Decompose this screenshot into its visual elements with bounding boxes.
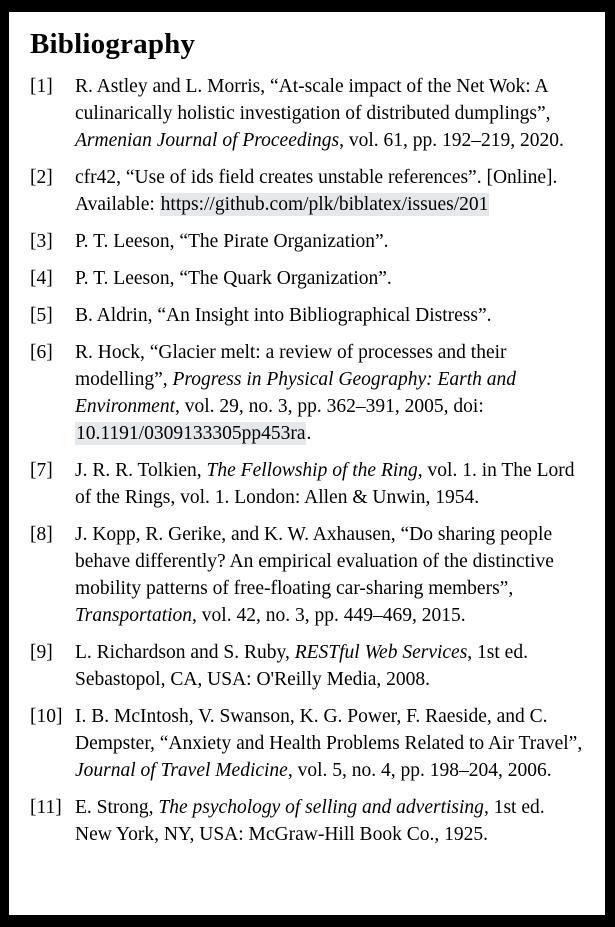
- reference-text-segment: , vol. 42, no. 3, pp. 449–469, 2015.: [192, 605, 466, 627]
- reference-item: [30, 457, 585, 511]
- reference-text-segment: , vol. 5, no. 4, pp. 198–204, 2006.: [287, 760, 552, 782]
- reference-item: [30, 639, 585, 693]
- reference-number: [7]: [30, 460, 53, 482]
- reference-text: [75, 302, 585, 329]
- reference-text: [75, 265, 585, 292]
- reference-number: [8]: [30, 524, 53, 546]
- reference-number: [4]: [30, 268, 53, 290]
- reference-link[interactable]: https://github.com/plk/biblatex/issues/201: [160, 194, 489, 216]
- reference-text: [75, 703, 585, 784]
- reference-text-segment: P. T. Leeson, “The Pirate Organization”.: [75, 231, 389, 253]
- reference-text-segment: , vol. 1. in The Lord of the Rings, vol. 1. London: Allen & Unwin, 1954.: [75, 460, 575, 509]
- reference-text-segment: R. Astley and L. Morris, “At-scale impact of the Net Wok: A culinarically holistic investigation of distributed dumplings”,: [75, 76, 551, 125]
- reference-item: [30, 794, 585, 848]
- reference-text-segment: The psychology of selling and advertising: [158, 797, 484, 819]
- reference-text-segment: RESTful Web Services: [294, 642, 468, 664]
- document-page: [9, 12, 605, 915]
- reference-text-segment: Transportation: [75, 605, 193, 627]
- reference-list: [30, 73, 585, 848]
- reference-item: [30, 703, 585, 784]
- reference-number: [11]: [30, 797, 62, 819]
- reference-text: [75, 339, 585, 447]
- reference-number: [3]: [30, 231, 53, 253]
- reference-text: [75, 228, 585, 255]
- reference-text-segment: J. R. R. Tolkien,: [75, 460, 207, 482]
- reference-number: [9]: [30, 642, 53, 664]
- reference-number: [2]: [30, 167, 53, 189]
- reference-text-segment: Armenian Journal of Proceedings: [75, 130, 340, 152]
- reference-item: [30, 339, 585, 447]
- reference-text-segment: P. T. Leeson, “The Quark Organization”.: [75, 268, 392, 290]
- reference-text-segment: , 1st ed. Sebastopol, CA, USA: O'Reilly Media, 2008.: [75, 642, 528, 691]
- reference-item: [30, 73, 585, 154]
- reference-text-segment: Progress in Physical Geography: Earth and Environment: [75, 369, 517, 418]
- reference-item: [30, 265, 585, 292]
- reference-item: [30, 302, 585, 329]
- reference-number: [6]: [30, 342, 53, 364]
- reference-item: [30, 164, 585, 218]
- reference-text: [75, 521, 585, 629]
- reference-text: [75, 73, 585, 154]
- reference-text-segment: .: [306, 423, 312, 445]
- reference-text-segment: B. Aldrin, “An Insight into Bibliographical Distress”.: [75, 305, 492, 327]
- reference-text-segment: cfr42, “Use of ids field creates unstable references”. [Online]. Available:: [75, 167, 558, 216]
- reference-text-segment: The Fellowship of the Ring: [206, 460, 418, 482]
- reference-link[interactable]: 10.1191/0309133305pp453ra: [76, 423, 306, 445]
- reference-text: [75, 794, 585, 848]
- reference-text-segment: I. B. McIntosh, V. Swanson, K. G. Power, F. Raeside, and C. Dempster, “Anxiety and Health Problems Related to Air Travel”,: [75, 706, 583, 755]
- reference-text: [75, 457, 585, 511]
- reference-text-segment: , vol. 61, pp. 192–219, 2020.: [339, 130, 564, 152]
- reference-text-segment: J. Kopp, R. Gerike, and K. W. Axhausen, “Do sharing people behave differently? An empirical evaluation of the distinctive mobility patterns of free-floating car-sharing members”,: [75, 524, 554, 600]
- reference-text: [75, 164, 585, 218]
- reference-text-segment: , 1st ed. New York, NY, USA: McGraw-Hill Book Co., 1925.: [75, 797, 545, 846]
- reference-text-segment: , vol. 29, no. 3, pp. 362–391, 2005, doi:: [175, 396, 484, 418]
- reference-text: [75, 639, 585, 693]
- reference-number: [1]: [30, 76, 53, 98]
- reference-number: [5]: [30, 305, 53, 327]
- reference-text-segment: R. Hock, “Glacier melt: a review of processes and their modelling”,: [75, 342, 507, 391]
- reference-text-segment: Journal of Travel Medicine: [75, 760, 288, 782]
- bibliography-heading: Bibliography: [30, 28, 196, 60]
- reference-item: [30, 228, 585, 255]
- reference-item: [30, 521, 585, 629]
- reference-text-segment: E. Strong,: [75, 797, 159, 819]
- reference-number: [10]: [30, 706, 63, 728]
- reference-text-segment: L. Richardson and S. Ruby,: [75, 642, 295, 664]
